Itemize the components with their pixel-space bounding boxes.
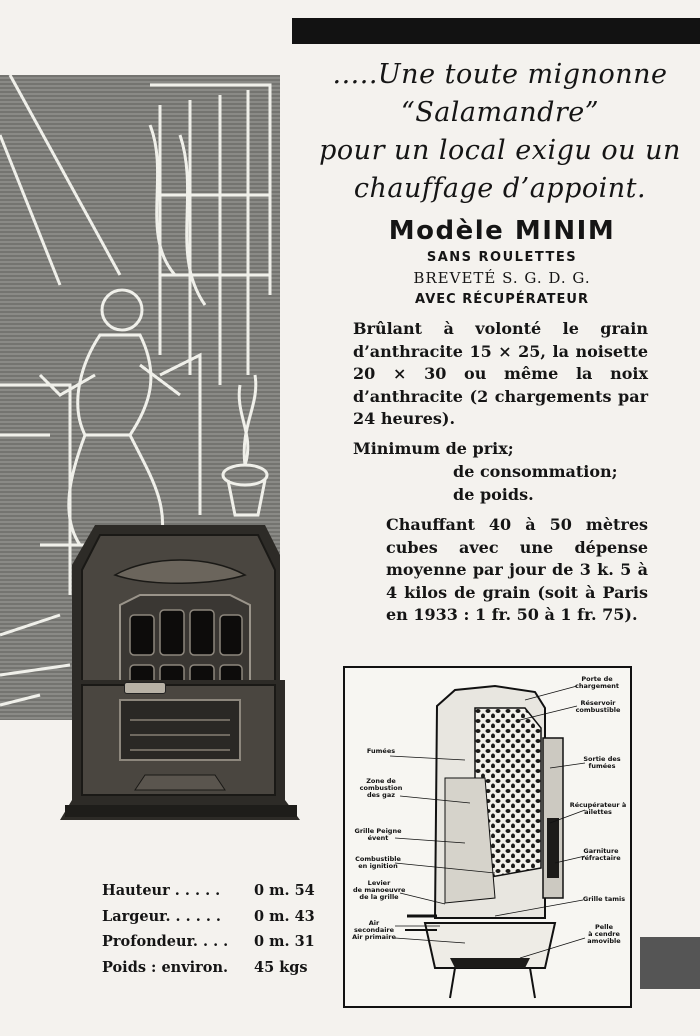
label-sortie-fumees: Sortie des fumées — [583, 755, 621, 770]
model-subtitle-2: BREVETÉ S. G. D. G. — [413, 269, 591, 287]
label-air-primaire: Air primaire — [352, 933, 396, 941]
cutaway-diagram — [343, 666, 632, 1008]
label-garniture: Garniture réfractaire — [581, 847, 621, 862]
minimum-line-2: de consommation; — [453, 462, 618, 481]
label-levier: Levier de manoeuvre de la grille — [353, 879, 406, 901]
description-paragraph: Brûlant à volonté le grain d’anthracite 15 × 25, la noisette 20 × 30 ou même la noix d’anthracite (2 chargements par 24 heures). — [353, 319, 648, 428]
stove-base — [60, 680, 330, 840]
label-air-secondaire: Air secondaire — [353, 919, 395, 934]
model-title: Modèle MINIM — [388, 216, 616, 246]
tagline — [300, 56, 700, 208]
model-subtitle-1: SANS ROULETTES — [426, 250, 578, 265]
label-recuperateur: Récupérateur à ailettes — [569, 801, 627, 816]
model-subtitle-3: AVEC RÉCUPÉRATEUR — [415, 292, 589, 307]
stove-illustration — [0, 75, 280, 720]
label-grille-peigne: Grille Peigne évent — [354, 827, 402, 842]
label-combustible: Combustible en ignition — [355, 855, 401, 870]
spec-value: 0 m. 31 — [254, 933, 315, 950]
label-zone-combustion: Zone de combustion des gaz — [359, 777, 403, 799]
heating-paragraph: Chauffant 40 à 50 mètres cubes avec une dépense moyenne par jour de 3 k. 5 à 4 kilos de grain (soit à Paris en 1933 : 1 fr. 50 à 1 fr. 75). — [386, 515, 648, 624]
spec-label: Hauteur . . . . . — [102, 882, 221, 899]
corner-gray-bar — [640, 937, 700, 989]
spec-label: Profondeur. . . . — [102, 933, 229, 950]
label-porte-chargement: Porte de chargement — [574, 675, 620, 690]
tagline-line-3: pour un local exigu ou un — [319, 135, 681, 166]
label-grille-tamis: Grille tamis — [582, 895, 626, 903]
spec-value: 0 m. 54 — [254, 882, 315, 899]
top-black-bar — [292, 18, 700, 44]
spec-value: 0 m. 43 — [254, 907, 315, 925]
minimum-line-1: Minimum de prix; — [353, 439, 514, 458]
minimum-list — [353, 437, 618, 506]
spec-label: Largeur. . . . . . — [102, 907, 221, 925]
label-fumees: Fumées — [366, 747, 396, 755]
tagline-line-4: chauffage d’appoint. — [353, 173, 647, 204]
label-reservoir: Réservoir combustible — [575, 699, 621, 714]
spec-label: Poids : environ. — [102, 958, 229, 976]
label-pelle: Pelle à cendre amovible — [587, 923, 621, 945]
minimum-line-3: de poids. — [453, 485, 534, 504]
tagline-line-2: “Salamandre” — [400, 97, 600, 128]
tagline-line-1: .....Une toute mignonne — [332, 59, 668, 90]
stove-handle — [124, 682, 166, 694]
spec-value: 45 kgs — [254, 958, 308, 976]
